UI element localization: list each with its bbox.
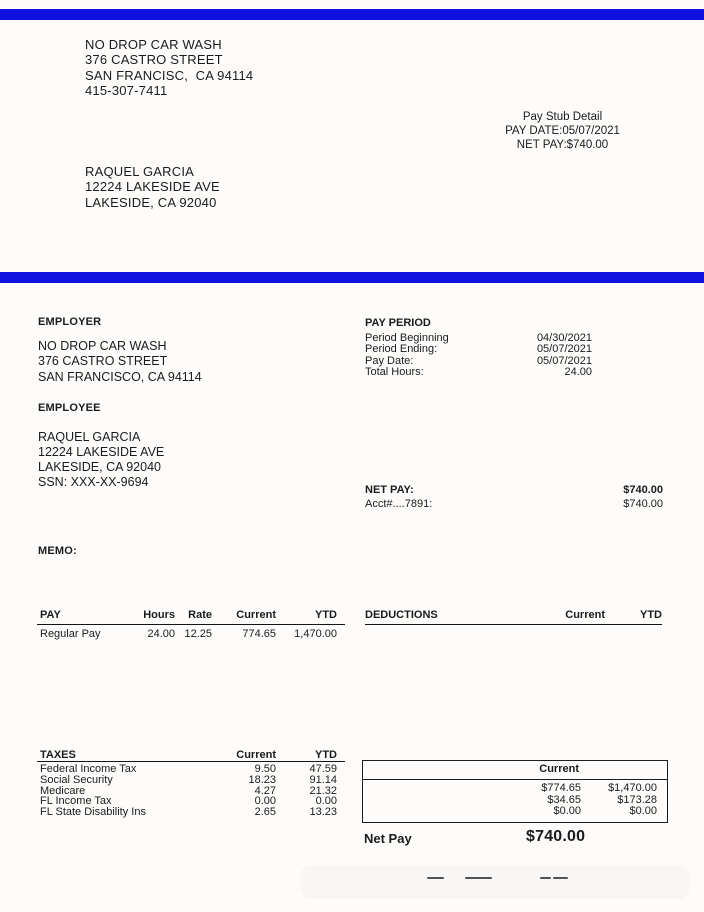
summary-header-row	[363, 761, 667, 780]
employee-address-block	[38, 430, 164, 490]
employer-city-state: SAN FRANCISCO, CA 94114	[38, 369, 202, 384]
pay-row-hours: 24.00	[147, 628, 175, 640]
stub-title: Pay Stub Detail	[522, 111, 603, 123]
tax-row-label: Medicare	[40, 784, 86, 797]
summary-current-header: Current	[539, 763, 579, 775]
scan-artifact-dash	[553, 877, 568, 879]
summary-gross-ytd: $1,470.00	[608, 782, 657, 794]
recipient-name: RAQUEL GARCIA	[85, 164, 195, 179]
table-row	[375, 795, 657, 807]
ytd-header-col: YTD	[640, 609, 662, 621]
total-hours-value: 24.00	[564, 365, 592, 378]
tax-row-label: Social Security	[40, 773, 113, 786]
current-header-col: Current	[236, 609, 276, 621]
ytd-header-col: YTD	[315, 609, 337, 621]
pay-period-label: PAY PERIOD	[365, 317, 431, 329]
pay-period-section	[365, 317, 592, 378]
pay-row-ytd: 1,470.00	[294, 628, 337, 640]
pay-table-header	[37, 609, 345, 625]
pay-table	[37, 609, 345, 640]
employer-name: NO DROP CAR WASH	[38, 339, 167, 353]
employee-ssn: SSN: XXX-XX-9694	[38, 475, 149, 489]
employee-city-state: LAKESIDE, CA 92040	[38, 460, 161, 474]
pay-row-label: Regular Pay	[40, 628, 101, 640]
rate-header-col: Rate	[188, 609, 212, 621]
tax-row-current: 4.27	[254, 784, 276, 797]
net-pay-row	[365, 484, 663, 498]
net-pay-section	[365, 484, 663, 511]
scan-artifact-dash	[540, 877, 551, 879]
summary-taxes-current: $34.65	[547, 793, 581, 806]
company-street: 376 CASTRO STREET	[85, 52, 223, 68]
table-row	[37, 625, 345, 640]
pay-header-col: PAY	[40, 609, 61, 621]
employee-name: RAQUEL GARCIA	[38, 430, 141, 444]
stub-detail-block	[455, 110, 670, 152]
tax-row-ytd: 13.23	[309, 806, 337, 819]
pay-date-label: Pay Date:	[365, 354, 414, 367]
net-pay-label: NET PAY:	[365, 484, 414, 496]
taxes-table-header	[37, 749, 345, 762]
pay-row-rate: 12.25	[184, 628, 212, 640]
period-beginning-value: 04/30/2021	[536, 332, 592, 344]
deductions-table-header	[365, 609, 662, 625]
net-pay-final-label: Net Pay	[364, 831, 412, 846]
scan-artifact-wash	[300, 865, 690, 899]
period-ending-value: 05/07/2021	[536, 343, 592, 356]
tax-row-current: 2.65	[254, 806, 276, 819]
net-pay-value: $740.00	[623, 484, 663, 496]
stub-net-pay: NET PAY:$740.00	[516, 139, 609, 151]
recipient-street: 12224 LAKESIDE AVE	[85, 179, 220, 195]
tax-row-current: 0.00	[254, 795, 276, 808]
taxes-table-body	[37, 762, 345, 818]
table-row	[37, 775, 345, 786]
recipient-city-state: LAKESIDE, CA 92040	[85, 194, 217, 210]
top-divider-bar	[0, 9, 704, 20]
tax-row-current: 18.23	[248, 773, 276, 786]
ytd-header-col: YTD	[315, 749, 337, 761]
summary-gross-current: $774.65	[541, 782, 581, 794]
pay-period-row	[365, 367, 592, 378]
company-city-state: SAN FRANCISC, CA 94114	[85, 67, 254, 83]
deductions-table	[365, 609, 662, 625]
employer-street: 376 CASTRO STREET	[38, 354, 168, 369]
scan-artifact-dash	[427, 877, 444, 879]
tax-row-ytd: 91.14	[309, 773, 337, 786]
tax-row-ytd: 21.32	[309, 784, 337, 797]
acct-value: $740.00	[623, 497, 663, 510]
totals-summary-box	[362, 760, 668, 823]
table-row	[37, 807, 345, 818]
scan-artifact-dash	[465, 877, 492, 879]
current-header-col: Current	[236, 749, 276, 761]
employer-address-block	[38, 339, 202, 385]
pay-row-current: 774.65	[242, 628, 276, 640]
employee-section-label: EMPLOYEE	[38, 402, 101, 414]
stub-pay-date: PAY DATE:05/07/2021	[505, 125, 620, 137]
mid-divider-bar	[0, 272, 704, 283]
memo-label: MEMO:	[38, 545, 77, 557]
employee-street: 12224 LAKESIDE AVE	[38, 445, 165, 459]
acct-row	[365, 498, 663, 512]
acct-label: Acct#....7891:	[365, 497, 433, 510]
company-phone: 415-307-7411	[85, 82, 168, 98]
pay-date-value: 05/07/2021	[536, 354, 592, 367]
summary-deductions-ytd: $0.00	[629, 805, 657, 817]
table-row	[375, 806, 657, 818]
table-row	[375, 783, 657, 795]
period-ending-label: Period Ending:	[365, 343, 438, 356]
tax-row-label: FL State Disability Ins	[40, 806, 146, 819]
taxes-header-col: TAXES	[40, 749, 76, 761]
tax-row-label: FL Income Tax	[40, 795, 112, 808]
tax-row-label: Federal Income Tax	[40, 763, 137, 775]
deductions-header-col: DEDUCTIONS	[365, 609, 438, 621]
net-pay-final-value: $740.00	[526, 828, 586, 845]
company-name: NO DROP CAR WASH	[85, 37, 222, 52]
company-address-block	[85, 37, 253, 98]
current-header-col: Current	[565, 609, 605, 621]
tax-row-ytd: 47.59	[309, 763, 337, 775]
tax-row-ytd: 0.00	[315, 795, 337, 808]
summary-taxes-ytd: $173.28	[617, 793, 657, 806]
hours-header-col: Hours	[143, 609, 175, 621]
period-beginning-label: Period Beginning	[365, 332, 449, 344]
pay-period-row	[365, 344, 592, 355]
taxes-table	[37, 749, 345, 818]
employer-section-label: EMPLOYER	[38, 316, 102, 328]
total-hours-label: Total Hours:	[365, 365, 424, 378]
tax-row-current: 9.50	[254, 763, 276, 775]
recipient-address-block	[85, 164, 220, 210]
summary-body	[363, 780, 667, 818]
summary-deductions-current: $0.00	[553, 805, 581, 817]
